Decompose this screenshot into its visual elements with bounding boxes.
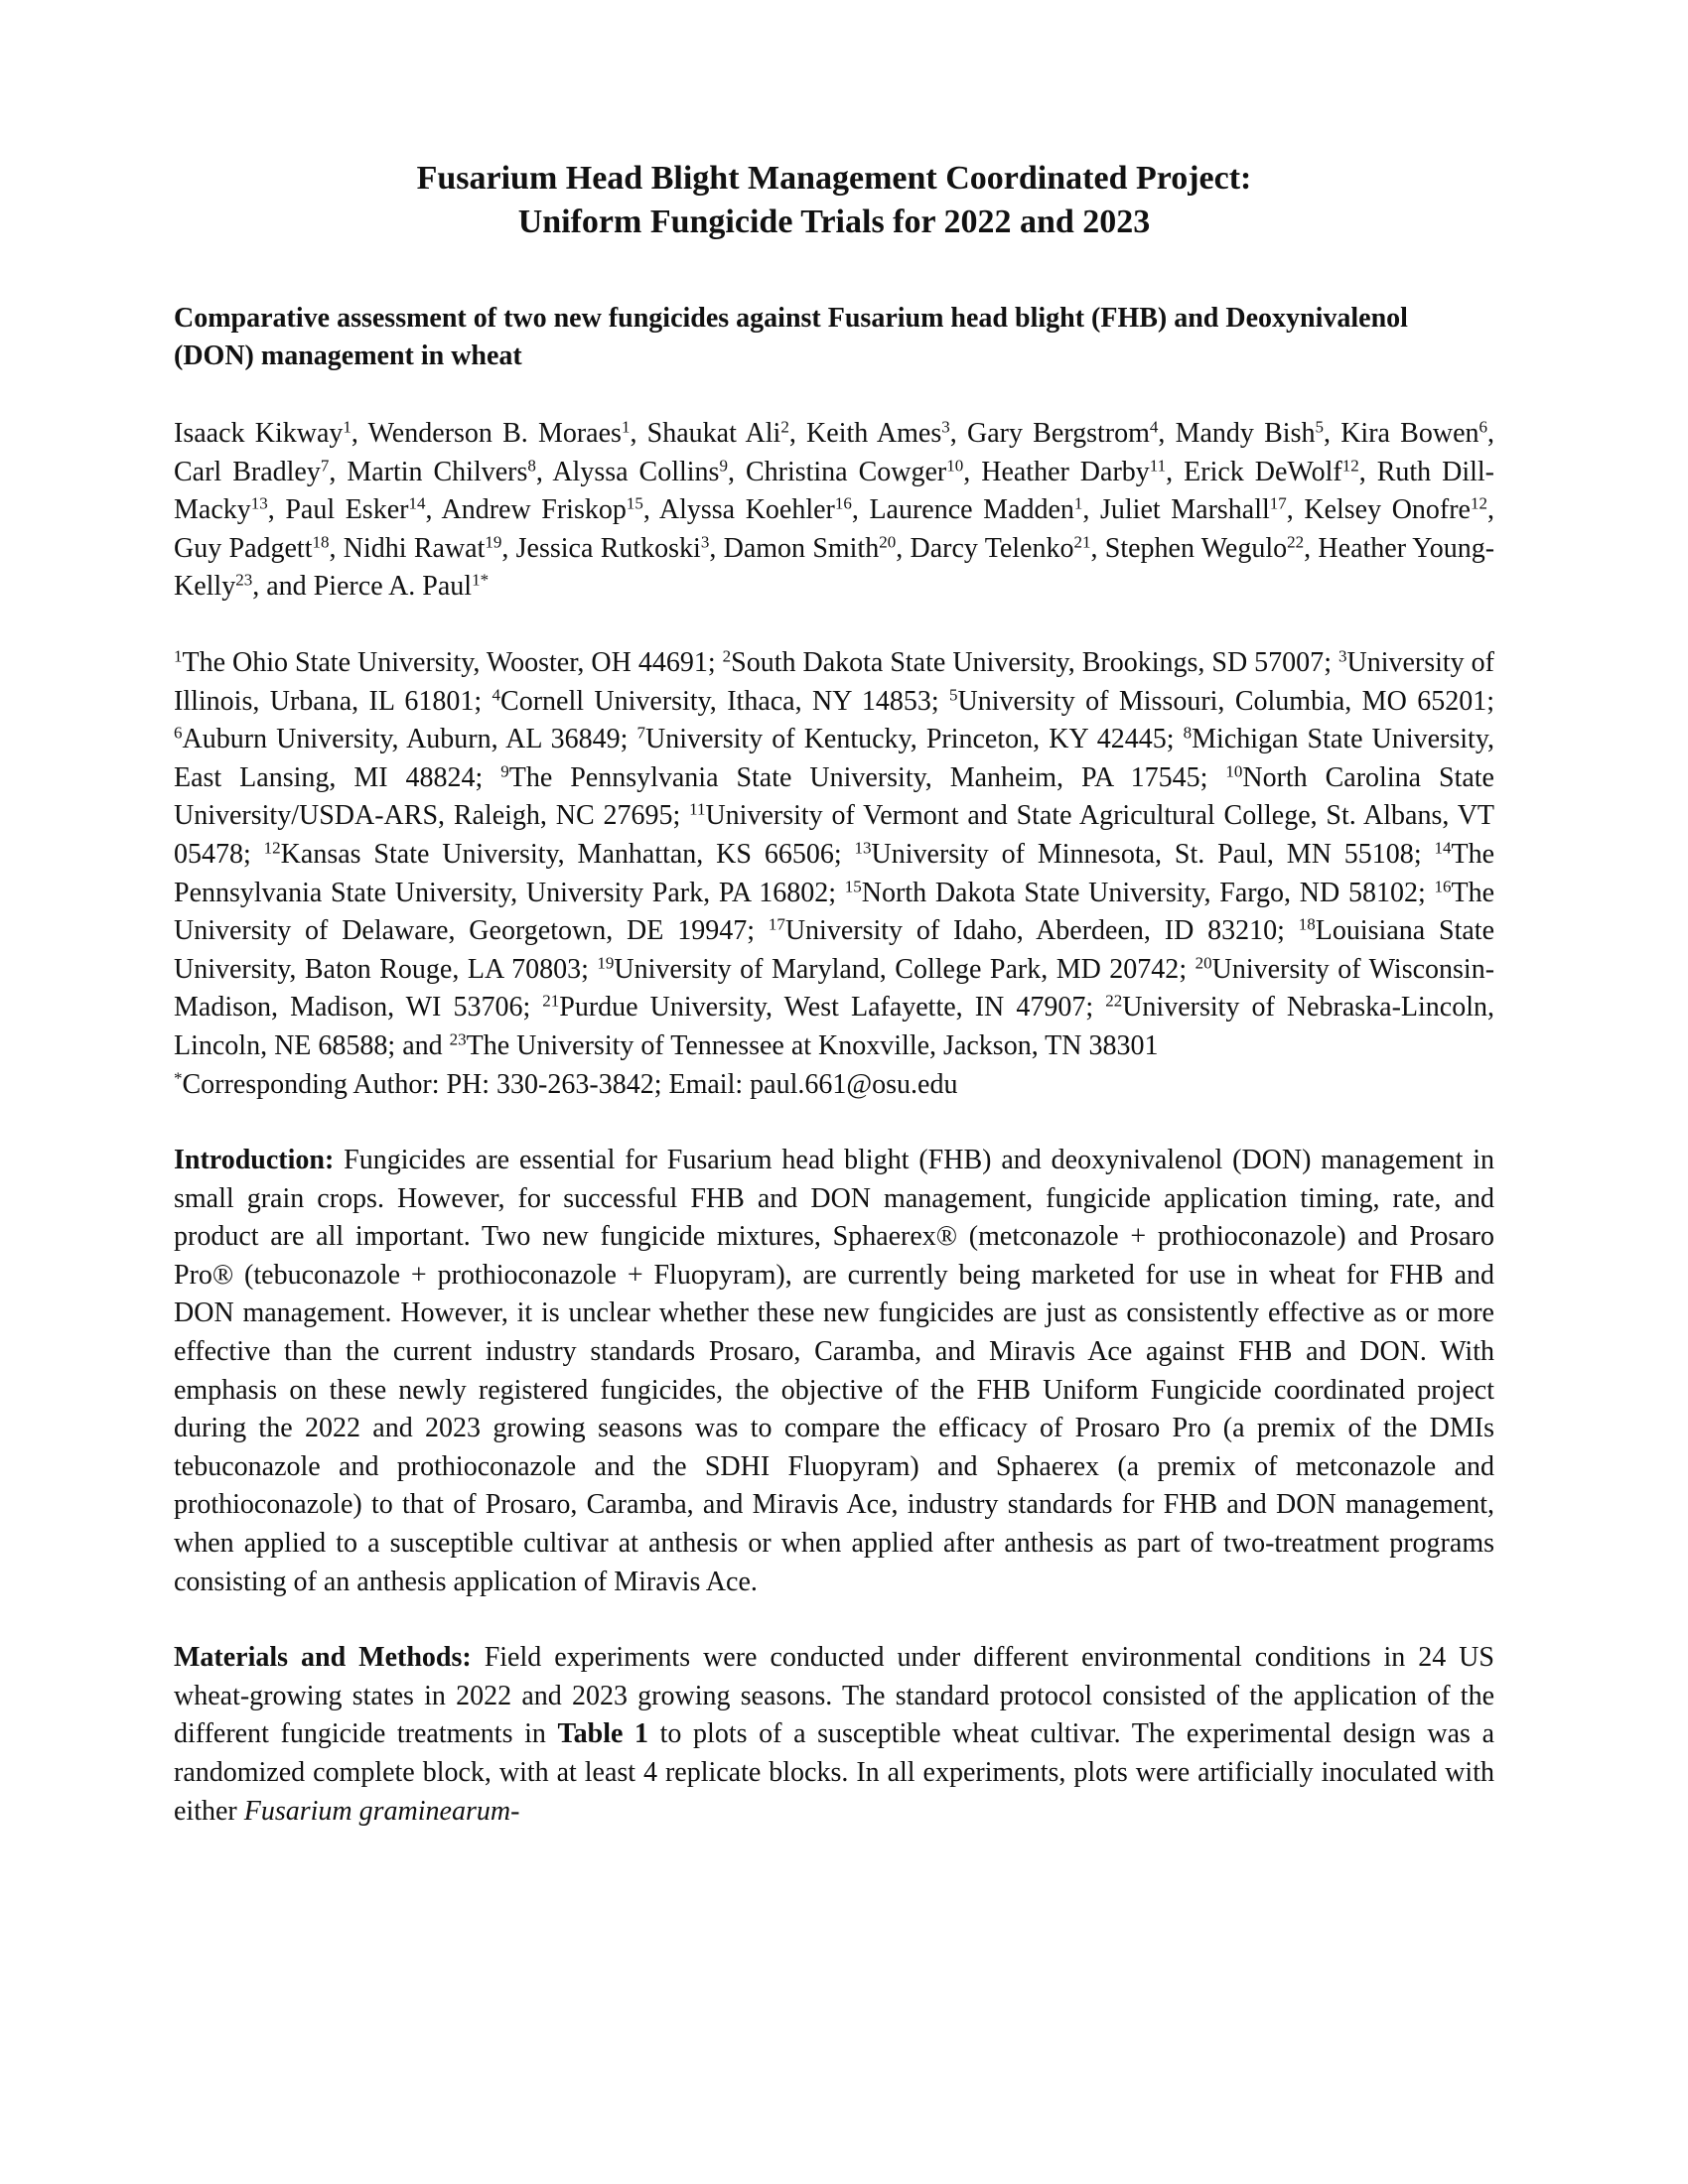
author-connector: and <box>266 571 307 603</box>
affiliation-text: The Ohio State University, Wooster, OH 44691 <box>182 646 708 678</box>
affiliation-text: University of Idaho, Aberdeen, ID 83210 <box>784 915 1278 947</box>
author-name: Mandy Bish <box>1175 418 1316 449</box>
affiliation-marker: 4 <box>492 685 501 705</box>
introduction-text: Fungicides are essential for Fusarium head blight (FHB) and deoxynivalenol (DON) management in small grain crops. However, for successful FHB and DON management, fungicide application timing, rate, and product are all important. Two new fungicide mixtures, Sphaerex® (metconazole + prothioconazole) and Prosaro Pro® (tebuconazole + prothioconazole + Fluopyram), are currently being marketed for use in wheat for FHB and DON management. However, it is unclear whether these new fungicides are just as consistently effective as or more effective than the current industry standards Prosaro, Caramba, and Miravis Ace against FHB and DON. With emphasis on these newly registered fungicides, the objective of the FHB Uniform Fungicide coordinated project during the 2022 and 2023 growing seasons was to compare the efficacy of Prosaro Pro (a premix of the DMIs tebuconazole and prothioconazole and the SDHI Fluopyram) and Sphaerex (a premix of metconazole and prothioconazole) to that of Prosaro, Caramba, and Miravis Ace, industry standards for FHB and DON management, when applied to a susceptible cultivar at anthesis or when applied after anthesis as part of two-treatment programs consisting of an anthesis application of Miravis Ace. <box>174 1145 1495 1597</box>
author-name: Gary Bergstrom <box>966 418 1150 449</box>
author-list: Isaack Kikway$^1$, Wenderson B. Moraes$^1$, Shaukat Ali$^2$, Keith Ames$^3$, Gary Bergstrom$^4$, Mandy Bish$^5$, Kira Bowen$^6$, Carl Bradley$^7$, Martin Chilvers$^8$, Alyssa Collins$^9$, Christina Cowger$^{10}$, Heather Darby$^{11}$, Erick DeWolf$^{12}$, Ruth Dill-Macky$^{13}$, Paul Esker$^{14}$, Andrew Friskop$^{15}$, Alyssa Koehler$^{16}$, Laurence Madden$^1$, Juliet Marshall$^{17}$, Kelsey Onofre$^{12}$, Guy Padgett$^{18}$, Nidhi Rawat$^{19}$, Jessica Rutkoski$^3$, Damon Smith$^{20}$, Darcy Telenko$^{21}$, Stephen Wegulo$^{22}$, Heather Young-Kelly$^{23}$, and Pierce A. Paul$^{1*}$ <box>174 417 1495 603</box>
author-affiliation-marker: 14 <box>408 493 426 513</box>
author-affiliation-marker: 23 <box>235 571 253 591</box>
author-name: Darcy Telenko <box>910 532 1074 564</box>
author-affiliation-marker: 3 <box>941 417 950 437</box>
author-name: Heather Darby <box>981 456 1150 487</box>
affiliation-marker: 3 <box>1337 646 1347 666</box>
author-affiliation-marker: 11 <box>1149 456 1167 476</box>
affiliation-marker: 21 <box>542 991 560 1011</box>
author-affiliation-marker: 9 <box>719 456 728 476</box>
affiliation-text: The University of Delaware, Georgetown, DE 19947 <box>174 877 1495 947</box>
author-affiliation-marker: 13 <box>250 493 268 513</box>
corresponding-marker: * <box>174 1068 183 1088</box>
paper-subtitle: Comparative assessment of two new fungicides against Fusarium head blight (FHB) and Deoxynivalenol (DON) management in wheat <box>174 303 1408 371</box>
author-affiliation-marker: 17 <box>1269 493 1287 513</box>
affiliation-marker: 14 <box>1434 838 1452 858</box>
affiliation-marker: 8 <box>1183 723 1193 743</box>
corresponding-author <box>174 1066 1494 1105</box>
affiliation-text: The Pennsylvania State University, Manheim, PA 17545 <box>508 761 1200 793</box>
author-name: Nidhi Rawat <box>343 532 486 564</box>
affiliation-marker: 5 <box>949 685 958 705</box>
affiliation-marker: 15 <box>844 877 862 896</box>
species-name: Fusarium graminearum- <box>243 1795 520 1827</box>
author-affiliation-marker: 22 <box>1287 532 1305 552</box>
author-affiliation-marker: 18 <box>312 532 330 552</box>
author-affiliation-marker: 19 <box>485 532 502 552</box>
author-name: Isaack Kikway <box>174 418 344 449</box>
affiliation-text: University of Vermont and State Agricultural College, St. Albans, VT 05478 <box>174 800 1495 870</box>
methods-text-before: Field experiments were conducted under different environmental conditions in 24 US wheat-growing states in 2022 and 2023 growing seasons. The standard protocol consisted of the application of the different fungicide treatments in <box>174 1642 1494 1750</box>
introduction-paragraph <box>174 1142 1494 1601</box>
author-name: Stephen Wegulo <box>1104 532 1288 564</box>
author-name: Paul Esker <box>285 494 409 526</box>
affiliation-text: Michigan State University, East Lansing, MI 48824 <box>174 724 1495 793</box>
methods-paragraph <box>174 1639 1494 1831</box>
affiliation-text: University of Wisconsin-Madison, Madison, WI 53706 <box>174 953 1495 1024</box>
affiliation-marker: 9 <box>500 761 509 781</box>
author-affiliation-marker: 12 <box>1341 456 1359 476</box>
affiliation-text: Purdue University, West Lafayette, IN 47907 <box>559 992 1086 1024</box>
title-line-1: Fusarium Head Blight Management Coordinated Project: <box>416 160 1252 197</box>
table-reference: Table 1 <box>557 1718 649 1750</box>
affiliation-text: University of Kentucky, Princeton, KY 42445 <box>644 724 1167 755</box>
affiliation-marker: 6 <box>174 723 183 743</box>
author-name: Keith Ames <box>806 418 942 449</box>
author-name: Wenderson B. Moraes <box>367 418 622 449</box>
author-affiliation-marker: 1 <box>343 417 352 437</box>
author-affiliation-marker: 12 <box>1471 493 1487 513</box>
affiliation-text: The University of Tennessee at Knoxville, Jackson, TN 38301 <box>466 1029 1159 1061</box>
methods-heading: Materials and Methods: <box>174 1642 472 1674</box>
author-affiliation-marker: 8 <box>527 456 536 476</box>
affiliation-marker: 12 <box>263 838 281 858</box>
author-name: Alyssa Koehler <box>658 494 835 526</box>
author-name: Shaukat Ali <box>646 418 781 449</box>
author-name: Ruth Dill-Macky <box>174 456 1495 526</box>
author-name: Christina Cowger <box>745 456 947 487</box>
author-name: Guy Padgett <box>174 532 313 564</box>
author-affiliation-marker: 6 <box>1478 417 1487 437</box>
affiliation-text: North Carolina State University/USDA-ARS, Raleigh, NC 27695 <box>174 761 1494 832</box>
author-affiliation-marker: 15 <box>626 493 643 513</box>
author-name: Kelsey Onofre <box>1304 494 1471 526</box>
author-name: Jessica Rutkoski <box>515 532 701 564</box>
affiliation-marker: 19 <box>597 953 615 973</box>
affiliation-marker: 2 <box>722 646 732 666</box>
author-affiliation-marker: 1* <box>472 571 490 591</box>
affiliation-marker: 13 <box>854 838 872 858</box>
affiliation-text: Louisiana State University, Baton Rouge, LA 70803 <box>174 915 1495 985</box>
author-name: Pierce A. Paul <box>313 571 473 603</box>
author-name: Heather Young-Kelly <box>174 532 1495 603</box>
author-affiliation-marker: 1 <box>1073 493 1083 513</box>
author-affiliation-marker: 4 <box>1149 417 1159 437</box>
paper-page <box>174 157 1494 1831</box>
author-affiliation-marker: 2 <box>780 417 789 437</box>
affiliation-text: University of Illinois, Urbana, IL 61801 <box>174 646 1494 717</box>
author-name: Damon Smith <box>723 532 880 564</box>
author-affiliation-marker: 7 <box>320 456 330 476</box>
affiliation-marker: 16 <box>1434 877 1452 896</box>
paper-title <box>174 157 1494 244</box>
affiliation-text: University of Missouri, Columbia, MO 65201 <box>957 685 1487 717</box>
affiliation-text: The Pennsylvania State University, University Park, PA 16802 <box>174 838 1495 908</box>
affiliation-marker: 18 <box>1298 914 1316 934</box>
affiliation-marker: 7 <box>636 723 645 743</box>
affiliation-text: North Dakota State University, Fargo, ND 58102 <box>861 877 1418 908</box>
author-name: Kira Bowen <box>1340 418 1479 449</box>
affiliation-marker: 17 <box>768 914 785 934</box>
author-affiliation-marker: 20 <box>879 532 897 552</box>
affiliation-marker: 10 <box>1225 761 1243 781</box>
affiliation-list: $^1$The Ohio State University, Wooster, OH 44691; $^2$South Dakota State University, Brookings, SD 57007; $^3$University of Illinois, Urbana, IL 61801; $^4$Cornell University, Ithaca, NY 14853; $^5$University of Missouri, Columbia, MO 65201; $^6$Auburn University, Auburn, AL 36849; $^7$University of Kentucky, Princeton, KY 42445; $^8$Michigan State University, East Lansing, MI 48824; $^9$The Pennsylvania State University, Manheim, PA 17545; $^{10}$North Carolina State University/USDA-ARS, Raleigh, NC 27695; $^{11}$University of Vermont and State Agricultural College, St. Albans, VT 05478; $^{12}$Kansas State University, Manhattan, KS 66506; $^{13}$University of Minnesota, St. Paul, MN 55108; $^{14}$The Pennsylvania State University, University Park, PA 16802; $^{15}$North Dakota State University, Fargo, ND 58102; $^{16}$The University of Delaware, Georgetown, DE 19947; $^{17}$University of Idaho, Aberdeen, ID 83210; $^{18}$Louisiana State University, Baton Rouge, LA 70803; $^{19}$University of Maryland, College Park, MD 20742; $^{20}$University of Wisconsin-Madison, Madison, WI 53706; $^{21}$Purdue University, West Lafayette, IN 47907; $^{22}$University of Nebraska-Lincoln, Lincoln, NE 68588; and $^{23}$The University of Tennessee at Knoxville, Jackson, TN 38301 <box>174 646 1495 1061</box>
author-affiliation-marker: 21 <box>1073 532 1091 552</box>
affiliation-marker: 22 <box>1105 991 1123 1011</box>
affiliation-marker: 1 <box>174 646 183 666</box>
affiliation-marker: 23 <box>449 1029 467 1049</box>
title-line-2: Uniform Fungicide Trials for 2022 and 2023 <box>517 204 1151 240</box>
affiliation-text: Cornell University, Ithaca, NY 14853 <box>500 685 931 717</box>
author-name: Juliet Marshall <box>1100 494 1270 526</box>
author-name: Alyssa Collins <box>552 456 720 487</box>
introduction-heading: Introduction: <box>174 1145 335 1176</box>
author-affiliation-marker: 16 <box>834 493 852 513</box>
author-affiliation-marker: 5 <box>1315 417 1324 437</box>
affiliation-text: Auburn University, Auburn, AL 36849 <box>182 724 621 755</box>
affiliation-text: Kansas State University, Manhattan, KS 66506 <box>280 838 834 870</box>
methods-text-after: to plots of a susceptible wheat cultivar. The experimental design was a randomized complete block, with at least 4 replicate blocks. In all experiments, plots were artificially inoculated with either <box>174 1718 1494 1827</box>
author-affiliation-marker: 1 <box>621 417 631 437</box>
author-affiliation-marker: 10 <box>946 456 964 476</box>
author-name: Andrew Friskop <box>441 494 627 526</box>
corresponding-text: Corresponding Author: PH: 330-263-3842; Email: paul.661@osu.edu <box>182 1068 958 1100</box>
affiliation-marker: 11 <box>689 800 706 819</box>
affiliation-text: South Dakota State University, Brookings, SD 57007 <box>731 646 1325 678</box>
author-name: Laurence Madden <box>869 494 1074 526</box>
affiliation-marker: 20 <box>1195 953 1212 973</box>
affiliation-text: University of Minnesota, St. Paul, MN 55108 <box>871 838 1414 870</box>
author-name: Martin Chilvers <box>347 456 528 487</box>
affiliation-connector: and <box>402 1029 443 1061</box>
author-name: Carl Bradley <box>174 456 321 487</box>
author-name: Erick DeWolf <box>1184 456 1342 487</box>
affiliation-text: University of Maryland, College Park, MD 20742 <box>614 953 1180 985</box>
author-affiliation-marker: 3 <box>700 532 710 552</box>
affiliation-text: University of Nebraska-Lincoln, Lincoln, NE 68588 <box>174 992 1494 1061</box>
